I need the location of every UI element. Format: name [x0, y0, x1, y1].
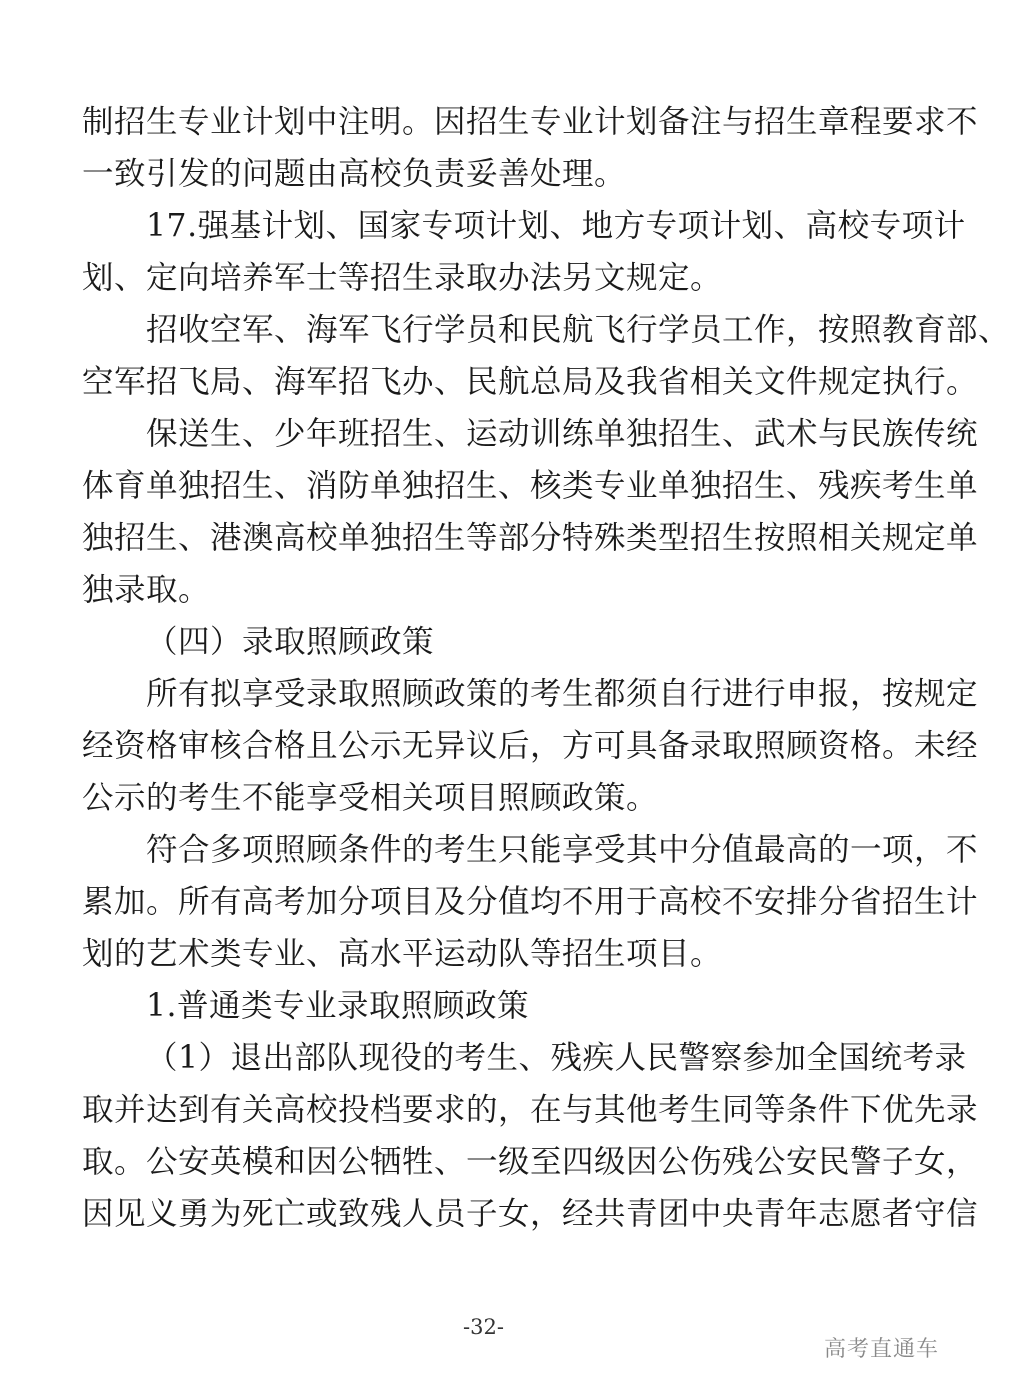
watermark: 高考直通车 [823, 1337, 939, 1362]
text-line: 符合多项照顾条件的考生只能享受其中分值最高的一项，不 [146, 832, 979, 868]
subsection-heading: 1.普通类专业录取照顾政策 [146, 988, 530, 1024]
text-line: 体育单独招生、消防单独招生、核类专业单独招生、残疾考生单 [82, 468, 979, 504]
text-line: 一致引发的问题由高校负责妥善处理。 [82, 156, 627, 192]
text-line: 经资格审核合格且公示无异议后，方可具备录取照顾资格。未经 [82, 728, 979, 764]
text-line: 取并达到有关高校投档要求的，在与其他考生同等条件下优先录 [82, 1092, 979, 1128]
text-line: 公示的考生不能享受相关项目照顾政策。 [82, 780, 659, 816]
text-line: 保送生、少年班招生、运动训练单独招生、武术与民族传统 [146, 416, 979, 452]
text-line: 17.强基计划、国家专项计划、地方专项计划、高校专项计 [146, 208, 966, 244]
text-line: 空军招飞局、海军招飞办、民航总局及我省相关文件规定执行。 [82, 364, 979, 400]
text-line: （1）退出部队现役的考生、残疾人民警察参加全国统考录 [146, 1040, 967, 1076]
text-line: 独招生、港澳高校单独招生等部分特殊类型招生按照相关规定单 [82, 520, 979, 556]
text-line: 划的艺术类专业、高水平运动队等招生项目。 [82, 936, 723, 972]
text-line: 招收空军、海军飞行学员和民航飞行学员工作，按照教育部、 [146, 312, 1010, 348]
text-line: 因见义勇为死亡或致残人员子女，经共青团中央青年志愿者守信 [82, 1196, 979, 1232]
text-line: 独录取。 [82, 572, 211, 608]
section-heading: （四）录取照顾政策 [146, 624, 435, 660]
text-line: 制招生专业计划中注明。因招生专业计划备注与招生章程要求不 [82, 104, 979, 140]
text-line: 累加。所有高考加分项目及分值均不用于高校不安排分省招生计 [82, 884, 979, 920]
page-number: -32- [463, 1315, 504, 1339]
text-line: 取。公安英模和因公牺牲、一级至四级因公伤残公安民警子女， [82, 1144, 979, 1180]
text-line: 划、定向培养军士等招生录取办法另文规定。 [82, 260, 723, 296]
text-line: 所有拟享受录取照顾政策的考生都须自行进行申报，按规定 [146, 676, 979, 712]
